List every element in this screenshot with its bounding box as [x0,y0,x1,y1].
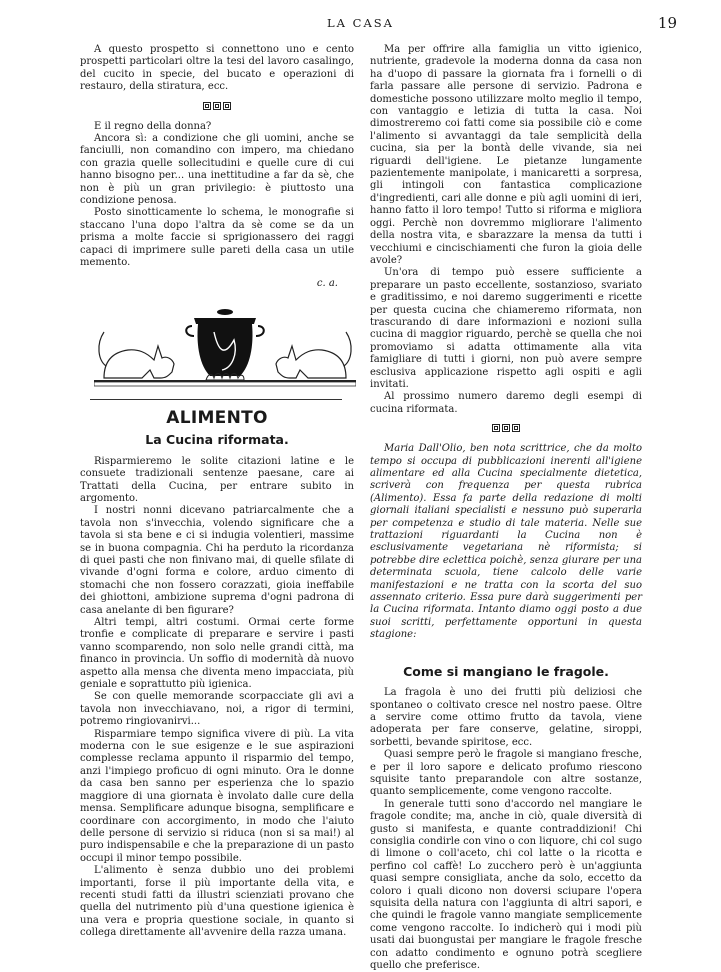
magazine-title: LA CASA [327,16,394,30]
right-column [370,44,642,972]
article-paragraph: Un'ora di tempo può essere sufficiente a preparare un pasto eccellente, sostanzioso, svariato e graditissimo, e noi daremo suggerimenti e ricette per questa cucina che chiameremo riformata, non trascurando di dare informazioni e nozioni sulla cucina di maggior riguardo, perchè se quella che noi promoviamo si adatta ottimamente alla vita famigliare di tutti i giorni, non può avere sempre esclusiva applicazione rispetto agli ospiti e agli invitati. [370,267,642,390]
article-paragraph: I nostri nonni dicevano patriarcalmente che a tavola non s'invecchia, volendo significare che a tavola si sta bene e ci si indugia volentieri, massime se in buona compagnia. Chi ha perduto la ricordanza di quei pasti che non finivano mai, di quelle sfilate di vivande d'ogni forma e colore, arduo cimento di stomachi che non fossero corazzati, gioia ineffabile dei ghiottoni, ambizione suprema d'ogni padrona di casa anelante di ben figurare? [80,505,354,616]
vignette-base-rule [90,399,342,400]
article-paragraph: Altri tempi, altri costumi. Ormai certe forme tronfie e complicate di preparare e servire i pasti vanno scomparendo, non solo nelle grandi città, ma financo in provincia. Un soffio di modernità dà nuovo aspetto alla mensa che diventa meno impacciata, più geniale e soprattutto più igienica. [80,617,354,691]
article-paragraph: Risparmieremo le solite citazioni latine e le consuete tradizionali sentenze paesane, care ai Trattati della Cucina, per entrare subito in argomento. [80,455,354,504]
article-paragraph: In generale tutti sono d'accordo nel mangiare le fragole condite; ma, anche in ciò, quale diversità di gusto si manifesta, e quante contraddizioni! Chi consiglia condirle con vino o con liquore, chi col sugo di limone o coll'aceto, chi col latte o la ricotta e perfino col caffè! Lo zucchero però è un'aggiunta quasi sempre consigliata, anche da solo, eccetto da coloro i quali dicono non doversi sciupare l'opera squisita della natura con l'aggiunta di altri sapori, e che quindi le fragole vanno mangiate semplicemente come vengono raccolte. Io indicherò qui i modi più usati dai buongustai per mangiare le fragole fresche con adatto condimento e ognuno potrà scegliere quello che preferisce. [370,798,642,972]
page-number: 19 [657,14,677,32]
article-paragraph: La fragola è uno dei frutti più deliziosi che spontaneo o coltivato cresce nel nostro paese. Oltre a servire come ottimo frutto da tavola, viene adoperata per fare conserve, gelatine, siroppi, sorbetti, bevande spiritose, ecc. [370,687,642,748]
article-title: La Cucina riformata. [145,432,289,448]
article-paragraph: Se con quelle memorande scorpacciate gli avi a tavola non invecchiavano, noi, a rigor di termini, potremo ringiovanirvi... [80,691,354,728]
intro-paragraph: Posto sinotticamente lo schema, le monografie si staccano l'una dopo l'altra da sè come se da un prisma a molte faccie si sprigionassero dei raggi capaci di imprimere sulle pareti della casa un utile memento. [80,207,354,269]
cooking-pot-cats-vignette [94,300,356,390]
intro-paragraph: Ancora sì: a condizione che gli uomini, anche se fanciulli, non comandino con impero, ma chiedano con grazia quelle sollecitudini e quelle cure di cui hanno bisogno per... una inettitudine a far da sè, che non è più un gran privilegio: è piuttosto una condizione penosa. [80,133,354,207]
article-paragraph: Ma per offrire alla famiglia un vitto igienico, nutriente, gradevole la moderna donna da casa non ha d'uopo di passare la giornata fra i fornelli o di farla passare alle persone di servizio. Padrona e domestiche possono utilizzare molto meglio il tempo, con vantaggio e letizia di tutta la casa. Noi dimostreremo coi fatti come sia possibile ciò e come l'alimento si avvantaggi da tale semplicità della cucina, sia per la bontà delle vivande, sia nei riguardi dell'igiene. Le pietanze lungamente pazientemente manipolate, i manicaretti a sorpresa, gli intingoli con fantastica complicazione d'ingredienti, cari alle donne e più agli uomini di ieri, hanno fatto il loro tempo! Tutto si riforma e migliora oggi. Perchè non dovremmo migliorare l'alimento della nostra vita, e sbarazzare la mensa da tutti i vecchiumi e cincischiamenti che furon la gioia delle avole? [370,44,642,266]
running-head [0,14,721,34]
intro-paragraph: E il regno della donna? [94,120,212,132]
section-separator-ornament [80,102,354,112]
author-signature: c. a. [316,277,338,289]
left-column [80,44,354,940]
article-paragraph: Al prossimo numero daremo degli esempi di cucina riformata. [370,391,642,415]
intro-paragraph: A questo prospetto si connettono uno e cento prospetti particolari oltre la tesi del lavoro casalingo, del cucito in specie, del bucato e operazioni di restauro, della stiratura, ecc. [80,44,354,93]
author-note: Maria Dall'Olio, ben nota scrittrice, che da molto tempo si occupa di pubblicazioni inerenti all'igiene alimentare ed alla Cucina specialmente dietetica, scriverà con frequenza per questa rubrica (Alimento). Essa fa parte della redazione di molti giornali italiani specialisti e nessuno può superarla per competenza e studio di tale materia. Nelle sue trattazioni riguardanti la Cucina non è esclusivamente vegetariana nè riformista; si potrebbe dire eclettica poichè, senza giurare per una determinata scuola, tiene calcolo delle varie manifestazioni e ne tratta con la scorta del suo assennato criterio. Essa pure darà suggerimenti per la Cucina riformata. Intanto diamo oggi posto a due suoi scritti, perfettamente opportuni in questa stagione: [370,443,642,641]
article-title: Come si mangiano le fragole. [403,663,609,679]
article-paragraph: Risparmiare tempo significa vivere di più. La vita moderna con le sue esigenze e le sue aspirazioni complesse reclama appunto il risparmio del tempo, anzi l'impiego proficuo di ogni minuto. Ora le donne da casa ben sanno per esperienza che lo spazio maggiore di una giornata è involato dalle cure della mensa. Semplificare adunque bisogna, semplificare e coordinare con accorgimento, in modo che l'aiuto delle persone di servizio si riduca (non si sa mai!) al puro indispensabile e che la preparazione di un pasto occupi il minor tempo possibile. [80,728,354,864]
section-title: ALIMENTO [166,407,268,428]
article-paragraph: L'alimento è senza dubbio uno dei problemi importanti, forse il più importante della vita, e recenti studi fatti da illustri scienziati provano che quella del nutrimento più d'una questione igienica è una vera e propria questione sociale, in quanto si collega direttamente all'avvenire della razza umana. [80,865,354,939]
section-separator-ornament [370,424,642,434]
article-paragraph: Quasi sempre però le fragole si mangiano fresche, e per il loro sapore e delicato profumo riescono squisite tanto preparandole con altre sostanze, quanto semplicemente, come vengono raccolte. [370,749,642,798]
